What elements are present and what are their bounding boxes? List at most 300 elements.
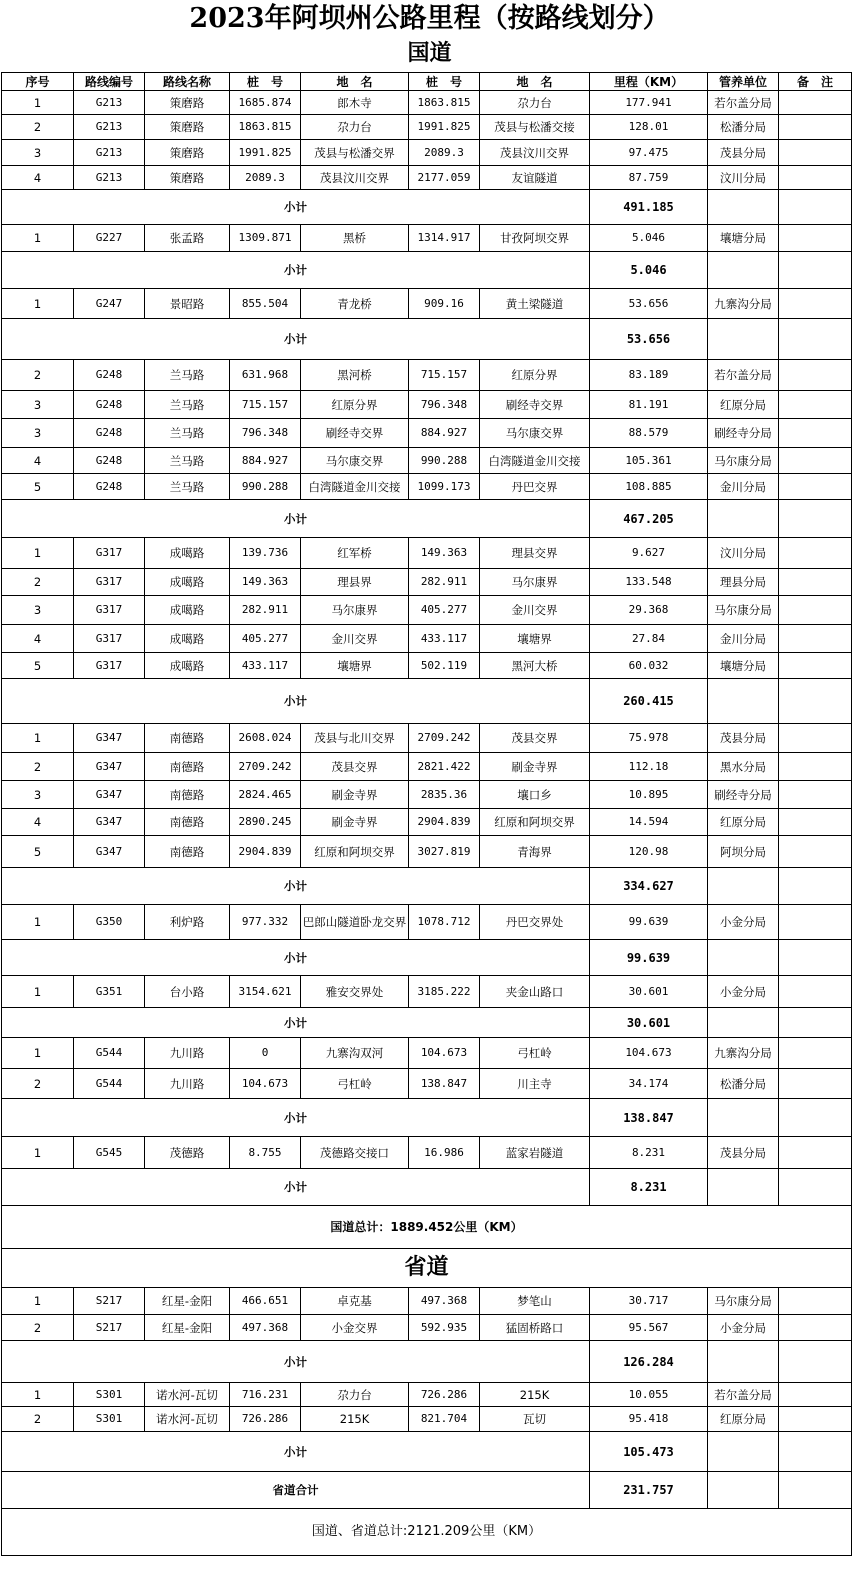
end-place-cell: 白湾隧道金川交接 bbox=[480, 448, 590, 474]
mileage-cell: 8.231 bbox=[590, 1137, 708, 1169]
row-index-cell: 1 bbox=[2, 538, 74, 569]
end-place-cell: 刷经寺交界 bbox=[480, 391, 590, 419]
table-row bbox=[2, 225, 852, 252]
national-total-row bbox=[2, 1206, 852, 1249]
table-row bbox=[2, 976, 852, 1008]
route-name-cell: 南德路 bbox=[145, 836, 230, 868]
start-stake-cell: 405.277 bbox=[230, 625, 301, 653]
end-place-cell: 夹金山路口 bbox=[480, 976, 590, 1008]
table-row bbox=[2, 140, 852, 166]
subtotal-row bbox=[2, 319, 852, 360]
mileage-cell: 177.941 bbox=[590, 91, 708, 115]
end-stake-cell: 592.935 bbox=[409, 1315, 480, 1341]
provincial-section bbox=[2, 1288, 852, 1472]
route-name-cell: 成噶路 bbox=[145, 569, 230, 596]
table-row bbox=[2, 115, 852, 140]
end-stake-cell: 3185.222 bbox=[409, 976, 480, 1008]
route-code-cell: G544 bbox=[74, 1069, 145, 1099]
mileage-cell: 120.98 bbox=[590, 836, 708, 868]
route-name-cell: 策磨路 bbox=[145, 166, 230, 190]
table-row bbox=[2, 1315, 852, 1341]
route-code-cell: G347 bbox=[74, 836, 145, 868]
subtotal-label: 小计 bbox=[2, 1099, 590, 1137]
start-stake-cell: 2890.245 bbox=[230, 809, 301, 836]
end-stake-cell: 1099.173 bbox=[409, 474, 480, 500]
national-section bbox=[2, 91, 852, 1206]
remarks-cell bbox=[779, 809, 852, 836]
end-stake-cell: 990.288 bbox=[409, 448, 480, 474]
remarks-cell bbox=[779, 474, 852, 500]
empty-cell bbox=[708, 500, 779, 538]
start-place-cell: 黑河桥 bbox=[301, 360, 409, 391]
end-stake-cell: 497.368 bbox=[409, 1288, 480, 1315]
start-place-cell: 弓杠岭 bbox=[301, 1069, 409, 1099]
route-code-cell: S217 bbox=[74, 1315, 145, 1341]
subtotal-label: 小计 bbox=[2, 679, 590, 724]
start-place-cell: 尕力台 bbox=[301, 1383, 409, 1407]
table-row bbox=[2, 1407, 852, 1432]
remarks-cell bbox=[779, 724, 852, 753]
maintenance-unit-cell: 理县分局 bbox=[708, 569, 779, 596]
route-name-cell: 成噶路 bbox=[145, 538, 230, 569]
route-name-cell: 红星-金阳 bbox=[145, 1288, 230, 1315]
mileage-cell: 9.627 bbox=[590, 538, 708, 569]
end-place-cell: 壤塘界 bbox=[480, 625, 590, 653]
route-code-cell: G248 bbox=[74, 474, 145, 500]
maintenance-unit-cell: 马尔康分局 bbox=[708, 1288, 779, 1315]
maintenance-unit-cell: 马尔康分局 bbox=[708, 448, 779, 474]
remarks-cell bbox=[779, 976, 852, 1008]
subtotal-row bbox=[2, 1432, 852, 1472]
route-name-cell: 兰马路 bbox=[145, 474, 230, 500]
remarks-cell bbox=[779, 225, 852, 252]
route-name-cell: 南德路 bbox=[145, 781, 230, 809]
row-index-cell: 5 bbox=[2, 474, 74, 500]
table-row bbox=[2, 1288, 852, 1315]
start-stake-cell: 631.968 bbox=[230, 360, 301, 391]
subtotal-value: 260.415 bbox=[590, 679, 708, 724]
start-stake-cell: 1309.871 bbox=[230, 225, 301, 252]
mileage-cell: 95.418 bbox=[590, 1407, 708, 1432]
table-row bbox=[2, 809, 852, 836]
start-stake-cell: 1991.825 bbox=[230, 140, 301, 166]
start-place-cell: 刷金寺界 bbox=[301, 781, 409, 809]
route-code-cell: G350 bbox=[74, 905, 145, 940]
remarks-cell bbox=[779, 625, 852, 653]
national-total: 国道总计：1889.452公里（KM） bbox=[2, 1206, 852, 1249]
maintenance-unit-cell: 壤塘分局 bbox=[708, 653, 779, 679]
empty-cell bbox=[708, 1472, 779, 1509]
end-stake-cell: 1863.815 bbox=[409, 91, 480, 115]
end-stake-cell: 149.363 bbox=[409, 538, 480, 569]
remarks-cell bbox=[779, 115, 852, 140]
maintenance-unit-cell: 红原分局 bbox=[708, 391, 779, 419]
row-index-cell: 1 bbox=[2, 905, 74, 940]
remarks-cell bbox=[779, 569, 852, 596]
end-place-cell: 川主寺 bbox=[480, 1069, 590, 1099]
row-index-cell: 2 bbox=[2, 1069, 74, 1099]
remarks-cell bbox=[779, 1137, 852, 1169]
subtotal-value: 5.046 bbox=[590, 252, 708, 289]
end-place-cell: 红原和阿坝交界 bbox=[480, 809, 590, 836]
empty-cell bbox=[708, 1169, 779, 1206]
table-row bbox=[2, 1069, 852, 1099]
end-place-cell: 215K bbox=[480, 1383, 590, 1407]
end-place-cell: 尕力台 bbox=[480, 91, 590, 115]
row-index-cell: 1 bbox=[2, 1288, 74, 1315]
maintenance-unit-cell: 小金分局 bbox=[708, 1315, 779, 1341]
start-place-cell: 尕力台 bbox=[301, 115, 409, 140]
start-place-cell: 郎木寺 bbox=[301, 91, 409, 115]
end-stake-cell: 2089.3 bbox=[409, 140, 480, 166]
table-row bbox=[2, 569, 852, 596]
route-name-cell: 景昭路 bbox=[145, 289, 230, 319]
remarks-cell bbox=[779, 538, 852, 569]
end-place-cell: 茂县交界 bbox=[480, 724, 590, 753]
start-place-cell: 红原和阿坝交界 bbox=[301, 836, 409, 868]
end-place-cell: 马尔康交界 bbox=[480, 419, 590, 448]
mileage-cell: 29.368 bbox=[590, 596, 708, 625]
table-row bbox=[2, 653, 852, 679]
table-row bbox=[2, 905, 852, 940]
empty-cell bbox=[779, 190, 852, 225]
end-place-cell: 友谊隧道 bbox=[480, 166, 590, 190]
subtotal-row bbox=[2, 1099, 852, 1137]
start-place-cell: 黑桥 bbox=[301, 225, 409, 252]
table-row bbox=[2, 1137, 852, 1169]
row-index-cell: 1 bbox=[2, 91, 74, 115]
start-stake-cell: 0 bbox=[230, 1038, 301, 1069]
start-place-cell: 茂县与北川交界 bbox=[301, 724, 409, 753]
row-index-cell: 3 bbox=[2, 596, 74, 625]
empty-cell bbox=[708, 1432, 779, 1472]
route-code-cell: G248 bbox=[74, 419, 145, 448]
subtotal-value: 30.601 bbox=[590, 1008, 708, 1038]
route-name-cell: 利炉路 bbox=[145, 905, 230, 940]
maintenance-unit-cell: 阿坝分局 bbox=[708, 836, 779, 868]
row-index-cell: 2 bbox=[2, 360, 74, 391]
maintenance-unit-cell: 马尔康分局 bbox=[708, 596, 779, 625]
end-stake-cell: 502.119 bbox=[409, 653, 480, 679]
route-name-cell: 台小路 bbox=[145, 976, 230, 1008]
mileage-cell: 104.673 bbox=[590, 1038, 708, 1069]
start-place-cell: 茂县汶川交界 bbox=[301, 166, 409, 190]
page-title: 2023年阿坝州公路里程（按路线划分） bbox=[189, 3, 670, 34]
route-code-cell: G248 bbox=[74, 391, 145, 419]
subtotal-value: 105.473 bbox=[590, 1432, 708, 1472]
remarks-cell bbox=[779, 391, 852, 419]
remarks-cell bbox=[779, 166, 852, 190]
mileage-cell: 27.84 bbox=[590, 625, 708, 653]
row-index-cell: 3 bbox=[2, 140, 74, 166]
route-name-cell: 九川路 bbox=[145, 1038, 230, 1069]
row-index-cell: 1 bbox=[2, 289, 74, 319]
end-place-cell: 黑河大桥 bbox=[480, 653, 590, 679]
grand-total-row bbox=[2, 1509, 852, 1556]
remarks-cell bbox=[779, 781, 852, 809]
table-row bbox=[2, 360, 852, 391]
start-place-cell: 红原分界 bbox=[301, 391, 409, 419]
row-index-cell: 2 bbox=[2, 569, 74, 596]
remarks-cell bbox=[779, 448, 852, 474]
header-unit: 管养单位 bbox=[708, 73, 779, 91]
route-name-cell: 兰马路 bbox=[145, 360, 230, 391]
table-row bbox=[2, 166, 852, 190]
end-place-cell: 金川交界 bbox=[480, 596, 590, 625]
row-index-cell: 2 bbox=[2, 1315, 74, 1341]
maintenance-unit-cell: 若尔盖分局 bbox=[708, 360, 779, 391]
row-index-cell: 5 bbox=[2, 836, 74, 868]
remarks-cell bbox=[779, 91, 852, 115]
route-code-cell: S217 bbox=[74, 1288, 145, 1315]
end-place-cell: 猛固桥路口 bbox=[480, 1315, 590, 1341]
remarks-cell bbox=[779, 289, 852, 319]
maintenance-unit-cell: 九寨沟分局 bbox=[708, 1038, 779, 1069]
start-stake-cell: 715.157 bbox=[230, 391, 301, 419]
table-row bbox=[2, 91, 852, 115]
header-route-code: 路线编号 bbox=[74, 73, 145, 91]
end-place-cell: 青海界 bbox=[480, 836, 590, 868]
start-stake-cell: 282.911 bbox=[230, 596, 301, 625]
start-stake-cell: 139.736 bbox=[230, 538, 301, 569]
maintenance-unit-cell: 茂县分局 bbox=[708, 724, 779, 753]
empty-cell bbox=[708, 868, 779, 905]
route-code-cell: G347 bbox=[74, 753, 145, 781]
end-stake-cell: 884.927 bbox=[409, 419, 480, 448]
header-start-stake: 桩 号 bbox=[230, 73, 301, 91]
start-place-cell: 青龙桥 bbox=[301, 289, 409, 319]
provincial-heading: 省道 bbox=[2, 1249, 852, 1288]
empty-cell bbox=[779, 1432, 852, 1472]
mileage-cell: 10.055 bbox=[590, 1383, 708, 1407]
subtotal-value: 334.627 bbox=[590, 868, 708, 905]
row-index-cell: 2 bbox=[2, 1407, 74, 1432]
route-name-cell: 成噶路 bbox=[145, 653, 230, 679]
start-place-cell: 马尔康界 bbox=[301, 596, 409, 625]
table-row bbox=[2, 596, 852, 625]
end-stake-cell: 1991.825 bbox=[409, 115, 480, 140]
row-index-cell: 1 bbox=[2, 225, 74, 252]
end-place-cell: 丹巴交界处 bbox=[480, 905, 590, 940]
start-place-cell: 茂县与松潘交界 bbox=[301, 140, 409, 166]
mileage-cell: 128.01 bbox=[590, 115, 708, 140]
subtotal-value: 8.231 bbox=[590, 1169, 708, 1206]
empty-cell bbox=[708, 190, 779, 225]
route-code-cell: G213 bbox=[74, 140, 145, 166]
maintenance-unit-cell: 汶川分局 bbox=[708, 166, 779, 190]
route-name-cell: 成噶路 bbox=[145, 625, 230, 653]
route-name-cell: 诺水河-瓦切 bbox=[145, 1407, 230, 1432]
start-place-cell: 巴郎山隧道卧龙交界 bbox=[301, 905, 409, 940]
mileage-cell: 81.191 bbox=[590, 391, 708, 419]
table-row bbox=[2, 474, 852, 500]
route-code-cell: G317 bbox=[74, 653, 145, 679]
mileage-cell: 30.601 bbox=[590, 976, 708, 1008]
route-name-cell: 策磨路 bbox=[145, 140, 230, 166]
end-stake-cell: 3027.819 bbox=[409, 836, 480, 868]
start-stake-cell: 2608.024 bbox=[230, 724, 301, 753]
empty-cell bbox=[779, 679, 852, 724]
row-index-cell: 2 bbox=[2, 753, 74, 781]
start-stake-cell: 149.363 bbox=[230, 569, 301, 596]
empty-cell bbox=[779, 500, 852, 538]
table-row bbox=[2, 1038, 852, 1069]
grand-total: 国道、省道总计:2121.209公里（KM） bbox=[2, 1509, 852, 1556]
empty-cell bbox=[708, 679, 779, 724]
remarks-cell bbox=[779, 1038, 852, 1069]
mileage-table bbox=[1, 72, 852, 1556]
start-stake-cell: 497.368 bbox=[230, 1315, 301, 1341]
start-stake-cell: 855.504 bbox=[230, 289, 301, 319]
route-name-cell: 兰马路 bbox=[145, 419, 230, 448]
maintenance-unit-cell: 松潘分局 bbox=[708, 1069, 779, 1099]
table-row bbox=[2, 289, 852, 319]
start-stake-cell: 104.673 bbox=[230, 1069, 301, 1099]
end-stake-cell: 715.157 bbox=[409, 360, 480, 391]
table-row bbox=[2, 753, 852, 781]
mileage-cell: 87.759 bbox=[590, 166, 708, 190]
mileage-cell: 95.567 bbox=[590, 1315, 708, 1341]
row-index-cell: 1 bbox=[2, 724, 74, 753]
maintenance-unit-cell: 刷经寺分局 bbox=[708, 781, 779, 809]
route-code-cell: G317 bbox=[74, 596, 145, 625]
end-place-cell: 马尔康界 bbox=[480, 569, 590, 596]
route-name-cell: 诺水河-瓦切 bbox=[145, 1383, 230, 1407]
header-row bbox=[2, 73, 852, 91]
subtotal-row bbox=[2, 1341, 852, 1383]
subtotal-row bbox=[2, 1008, 852, 1038]
header-start-place: 地 名 bbox=[301, 73, 409, 91]
route-code-cell: G247 bbox=[74, 289, 145, 319]
provincial-total-value: 231.757 bbox=[590, 1472, 708, 1509]
subtotal-value: 99.639 bbox=[590, 940, 708, 976]
start-stake-cell: 716.231 bbox=[230, 1383, 301, 1407]
start-stake-cell: 8.755 bbox=[230, 1137, 301, 1169]
start-place-cell: 金川交界 bbox=[301, 625, 409, 653]
route-name-cell: 成噶路 bbox=[145, 596, 230, 625]
empty-cell bbox=[708, 252, 779, 289]
route-code-cell: S301 bbox=[74, 1407, 145, 1432]
maintenance-unit-cell: 刷经寺分局 bbox=[708, 419, 779, 448]
route-code-cell: G213 bbox=[74, 91, 145, 115]
end-stake-cell: 726.286 bbox=[409, 1383, 480, 1407]
provincial-total-row bbox=[2, 1472, 852, 1509]
subtotal-row bbox=[2, 252, 852, 289]
subtotal-value: 138.847 bbox=[590, 1099, 708, 1137]
mileage-cell: 34.174 bbox=[590, 1069, 708, 1099]
mileage-cell: 53.656 bbox=[590, 289, 708, 319]
subtotal-label: 小计 bbox=[2, 319, 590, 360]
start-stake-cell: 1685.874 bbox=[230, 91, 301, 115]
end-place-cell: 丹巴交界 bbox=[480, 474, 590, 500]
mileage-cell: 83.189 bbox=[590, 360, 708, 391]
mileage-cell: 10.895 bbox=[590, 781, 708, 809]
end-stake-cell: 282.911 bbox=[409, 569, 480, 596]
end-place-cell: 茂县与松潘交接 bbox=[480, 115, 590, 140]
end-stake-cell: 909.16 bbox=[409, 289, 480, 319]
end-stake-cell: 138.847 bbox=[409, 1069, 480, 1099]
header-remarks: 备 注 bbox=[779, 73, 852, 91]
start-place-cell: 雅安交界处 bbox=[301, 976, 409, 1008]
header-end-stake: 桩 号 bbox=[409, 73, 480, 91]
route-code-cell: G248 bbox=[74, 360, 145, 391]
table-row bbox=[2, 625, 852, 653]
end-stake-cell: 2904.839 bbox=[409, 809, 480, 836]
maintenance-unit-cell: 壤塘分局 bbox=[708, 225, 779, 252]
mileage-cell: 75.978 bbox=[590, 724, 708, 753]
table-row bbox=[2, 836, 852, 868]
remarks-cell bbox=[779, 1069, 852, 1099]
end-place-cell: 刷金寺界 bbox=[480, 753, 590, 781]
maintenance-unit-cell: 金川分局 bbox=[708, 474, 779, 500]
mileage-cell: 108.885 bbox=[590, 474, 708, 500]
end-place-cell: 黄土梁隧道 bbox=[480, 289, 590, 319]
subtotal-label: 小计 bbox=[2, 1341, 590, 1383]
empty-cell bbox=[779, 319, 852, 360]
row-index-cell: 1 bbox=[2, 976, 74, 1008]
subtotal-label: 小计 bbox=[2, 1169, 590, 1206]
route-code-cell: G248 bbox=[74, 448, 145, 474]
mileage-cell: 133.548 bbox=[590, 569, 708, 596]
subtotal-value: 126.284 bbox=[590, 1341, 708, 1383]
route-name-cell: 南德路 bbox=[145, 809, 230, 836]
start-place-cell: 红军桥 bbox=[301, 538, 409, 569]
remarks-cell bbox=[779, 419, 852, 448]
start-stake-cell: 2089.3 bbox=[230, 166, 301, 190]
end-stake-cell: 2835.36 bbox=[409, 781, 480, 809]
empty-cell bbox=[779, 1169, 852, 1206]
start-stake-cell: 990.288 bbox=[230, 474, 301, 500]
subtotal-row bbox=[2, 868, 852, 905]
start-place-cell: 小金交界 bbox=[301, 1315, 409, 1341]
empty-cell bbox=[779, 1008, 852, 1038]
mileage-cell: 112.18 bbox=[590, 753, 708, 781]
route-code-cell: G227 bbox=[74, 225, 145, 252]
remarks-cell bbox=[779, 1288, 852, 1315]
start-place-cell: 刷金寺界 bbox=[301, 809, 409, 836]
remarks-cell bbox=[779, 1407, 852, 1432]
route-code-cell: G347 bbox=[74, 724, 145, 753]
remarks-cell bbox=[779, 596, 852, 625]
table-row bbox=[2, 448, 852, 474]
start-stake-cell: 726.286 bbox=[230, 1407, 301, 1432]
empty-cell bbox=[779, 1099, 852, 1137]
end-place-cell: 壤口乡 bbox=[480, 781, 590, 809]
route-name-cell: 策磨路 bbox=[145, 91, 230, 115]
maintenance-unit-cell: 松潘分局 bbox=[708, 115, 779, 140]
subtotal-label: 小计 bbox=[2, 252, 590, 289]
subtotal-row bbox=[2, 1169, 852, 1206]
row-index-cell: 1 bbox=[2, 1137, 74, 1169]
end-stake-cell: 16.986 bbox=[409, 1137, 480, 1169]
remarks-cell bbox=[779, 1383, 852, 1407]
start-stake-cell: 433.117 bbox=[230, 653, 301, 679]
remarks-cell bbox=[779, 140, 852, 166]
subtotal-label: 小计 bbox=[2, 940, 590, 976]
start-place-cell: 卓克基 bbox=[301, 1288, 409, 1315]
table-row bbox=[2, 1383, 852, 1407]
end-stake-cell: 433.117 bbox=[409, 625, 480, 653]
end-stake-cell: 821.704 bbox=[409, 1407, 480, 1432]
row-index-cell: 1 bbox=[2, 1038, 74, 1069]
empty-cell bbox=[708, 319, 779, 360]
route-name-cell: 茂德路 bbox=[145, 1137, 230, 1169]
mileage-cell: 105.361 bbox=[590, 448, 708, 474]
end-place-cell: 梦笔山 bbox=[480, 1288, 590, 1315]
remarks-cell bbox=[779, 905, 852, 940]
maintenance-unit-cell: 若尔盖分局 bbox=[708, 1383, 779, 1407]
mileage-cell: 14.594 bbox=[590, 809, 708, 836]
